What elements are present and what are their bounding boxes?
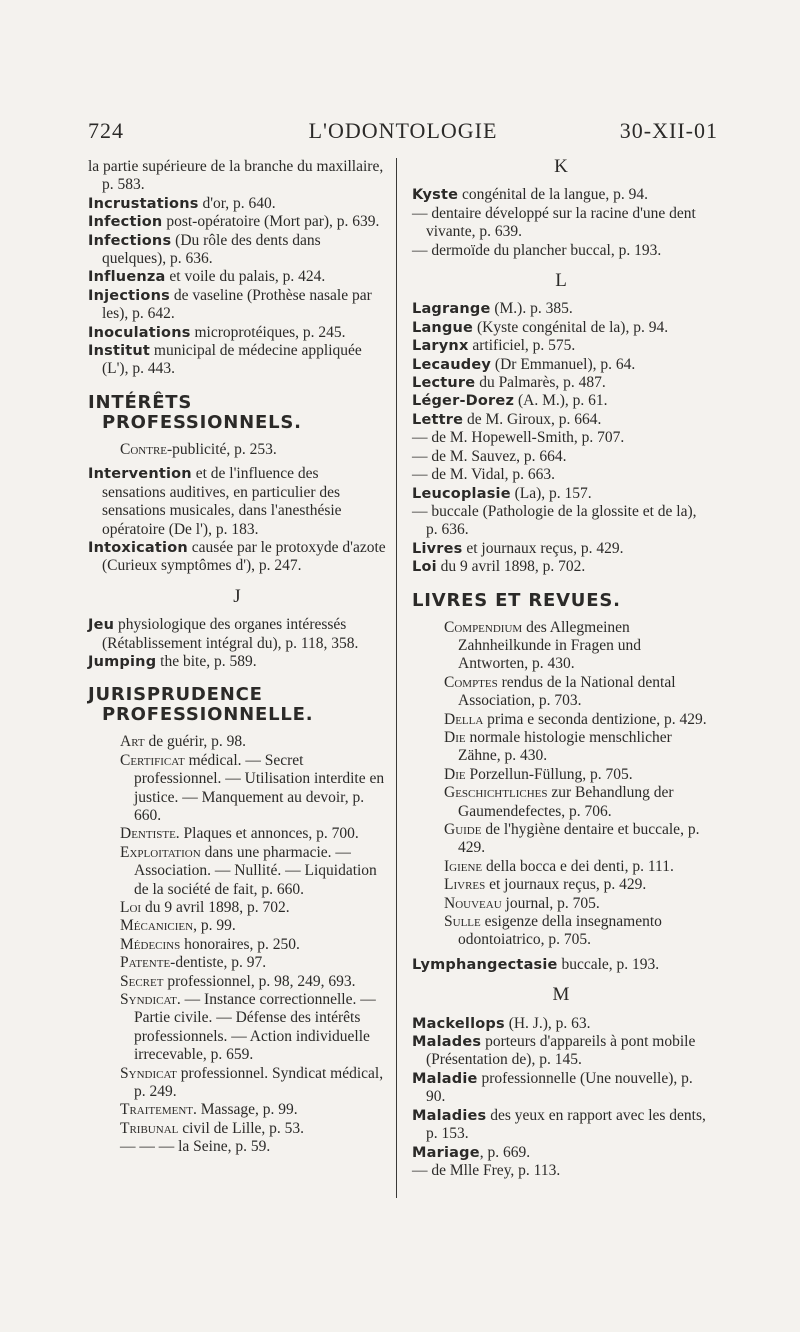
entry-headword: Intoxication [88,539,188,556]
subentry: Nouveau journal, p. 705. [444,894,600,912]
running-header [88,118,718,148]
subentry: Geschichtliches zur Behandlung der Gaumendefectes, p. 706. [444,784,674,820]
index-entry: la partie supérieure de la branche du maxillaire, p. 583. [88,158,384,194]
right-column [412,158,710,1180]
subentry: Exploitation dans une pharmacie. — Association. — Nullité. — Liquidation de la société de fait, p. 660. [120,843,377,898]
entry-headword: Malades [412,1034,482,1051]
index-entry: — buccale (Pathologie de la glossite et de la), p. 636. [412,502,697,539]
column-divider [396,158,397,1198]
subentry: Della prima e seconda dentizione, p. 429. [444,710,707,728]
index-entry: Loi du 9 avril 1898, p. 702. [412,558,586,576]
entry-headword: Institut [88,343,151,360]
index-entry: Maladies des yeux en rapport avec les dents, p. 153. [412,1106,706,1143]
subentry: — — — la Seine, p. 59. [120,1138,271,1156]
subentry: Art de guérir, p. 98. [120,733,246,751]
entry-headword: Jumping [88,653,157,670]
subentry: Secret professionnel, p. 98, 249, 693. [120,972,356,990]
index-entry: Lecture du Palmarès, p. 487. [412,374,606,392]
index-entry: Infection post-opératoire (Mort par), p. 639. [88,213,380,231]
index-entry: — de M. Hopewell-Smith, p. 707. [412,429,625,447]
index-entry: Institut municipal de médecine appliquée (L'), p. 443. [88,342,362,378]
index-entry: Incrustations d'or, p. 640. [88,194,276,212]
subentry: Patente-dentiste, p. 97. [120,954,267,972]
subentry: Contre-publicité, p. 253. [120,440,277,458]
journal-title: L'ODONTOLOGIE [308,118,498,143]
index-entry: Influenza et voile du palais, p. 424. [88,268,326,286]
entry-headword: Lymphangectasie [412,956,558,973]
subentry: Syndicat. — Instance correctionnelle. — Partie civile. — Défense des intérêts professionnels. — Action individuelle irrecevable, p. 659. [120,991,376,1064]
letter-heading: J [233,585,241,607]
subentry: Médecins honoraires, p. 250. [120,935,300,953]
index-entry: Jeu physiologique des organes intéressés (Rétablissement intégral du), p. 118, 358. [88,616,359,652]
entry-headword: Mariage [412,1144,480,1161]
subentry: Compendium des Allegmeinen Zahnheilkunde in Fragen und Antworten, p. 430. [444,618,641,673]
index-entry: — dentaire développé sur la racine d'une dent vivante, p. 639. [412,204,696,241]
index-entry: Mackellops (H. J.), p. 63. [412,1014,591,1032]
entry-headword: Larynx [412,338,469,355]
section-heading: JURISPRUDENCE PROFESSIONNELLE. [88,684,314,726]
section-heading: LIVRES ET REVUES. [412,589,621,611]
index-entry: Malades porteurs d'appareils à pont mobile (Présentation de), p. 145. [412,1033,696,1069]
entry-headword: Maladie [412,1070,478,1087]
letter-heading: K [554,156,568,177]
entry-headword: Maladies [412,1107,487,1124]
index-entry: Léger-Dorez (A. M.), p. 61. [412,392,608,410]
index-entry: Lymphangectasie buccale, p. 193. [412,955,660,973]
index-entry: Infections (Du rôle des dents dans quelques), p. 636. [88,231,321,268]
entry-headword: Langue [412,319,474,336]
index-entry: Jumping the bite, p. 589. [88,652,257,670]
subentry: Traitement. Massage, p. 99. [120,1101,298,1119]
index-entry: Injections de vaseline (Prothèse nasale par les), p. 642. [88,286,372,323]
entry-headword: Lecture [412,375,476,392]
issue-date: 30-XII-01 [619,118,718,143]
index-entry: Mariage, p. 669. [412,1143,531,1161]
entry-headword: Leucoplasie [412,485,511,502]
index-entry: Lecaudey (Dr Emmanuel), p. 64. [412,355,636,373]
letter-heading: M [552,984,570,1006]
section-heading: INTÉRÊTS PROFESSIONNELS. [88,391,302,433]
subentry: Tribunal civil de Lille, p. 53. [120,1119,305,1137]
index-entry: Kyste congénital de la langue, p. 94. [412,186,648,204]
entry-headword: Incrustations [88,195,199,212]
subentry: Sulle esigenze della insegnamento odontoiatrico, p. 705. [444,913,662,949]
subentry: Mécanicien, p. 99. [120,917,236,935]
subentry: Certificat médical. — Secret professionnel. — Utilisation interdite en justice. — Manquement au devoir, p. 660. [120,751,385,824]
subentry: Die Porzellun-Füllung, p. 705. [444,765,633,783]
entry-headword: Lecaudey [412,356,492,373]
entry-headword: Lettre [412,411,464,428]
entry-headword: Injections [88,287,170,304]
entry-headword: Jeu [88,617,115,634]
entry-headword: Kyste [412,187,459,204]
index-entry: Livres et journaux reçus, p. 429. [412,539,624,557]
index-entry: Leucoplasie (La), p. 157. [412,484,592,502]
entry-headword: Infections [88,232,172,249]
index-entry: Intoxication causée par le protoxyde d'azote (Curieux symptômes d'), p. 247. [88,538,386,575]
index-entry: — dermoïde du plancher buccal, p. 193. [412,241,662,259]
index-entry: — de Mlle Frey, p. 113. [412,1161,561,1179]
entry-headword: Léger-Dorez [412,393,515,410]
letter-heading: L [555,270,567,292]
index-entry: Lagrange (M.). p. 385. [412,300,573,318]
index-entry: Inoculations microprotéiques, p. 245. [88,323,346,341]
subentry: Livres et journaux reçus, p. 429. [444,876,647,894]
page-number: 724 [88,118,124,143]
index-entry: Intervention et de l'influence des sensations auditives, en particulier des sensations musicales, dans l'anesthésie opératoire (De l'), p. 183. [88,465,342,538]
entry-headword: Influenza [88,269,166,286]
entry-headword: Lagrange [412,301,491,318]
subentry: Dentiste. Plaques et annonces, p. 700. [120,825,359,843]
index-entry: — de M. Vidal, p. 663. [412,466,556,484]
index-entry: — de M. Sauvez, p. 664. [412,447,567,465]
entry-headword: Inoculations [88,324,191,341]
index-entry: Lettre de M. Giroux, p. 664. [412,410,602,428]
entry-headword: Infection [88,214,163,231]
entry-headword: Livres [412,540,463,557]
index-entry: Maladie professionnelle (Une nouvelle), p. 90. [412,1069,693,1106]
subentry: Guide de l'hygiène dentaire et buccale, p. 429. [444,821,700,857]
index-entry: Larynx artificiel, p. 575. [412,337,576,355]
entry-headword: Loi [412,559,437,576]
left-column [88,158,386,1157]
entry-headword: Mackellops [412,1015,505,1032]
subentry: Loi du 9 avril 1898, p. 702. [120,899,290,916]
entry-headword: Intervention [88,466,192,483]
subentry: Syndicat professionnel. Syndicat médical, p. 249. [120,1064,384,1101]
index-entry: Langue (Kyste congénital de la), p. 94. [412,318,669,336]
subentry: Die normale histologie menschlicher Zähne, p. 430. [444,728,672,765]
subentry: Comptes rendus de la National dental Association, p. 703. [444,673,676,710]
subentry: Igiene della bocca e dei denti, p. 111. [444,857,674,875]
